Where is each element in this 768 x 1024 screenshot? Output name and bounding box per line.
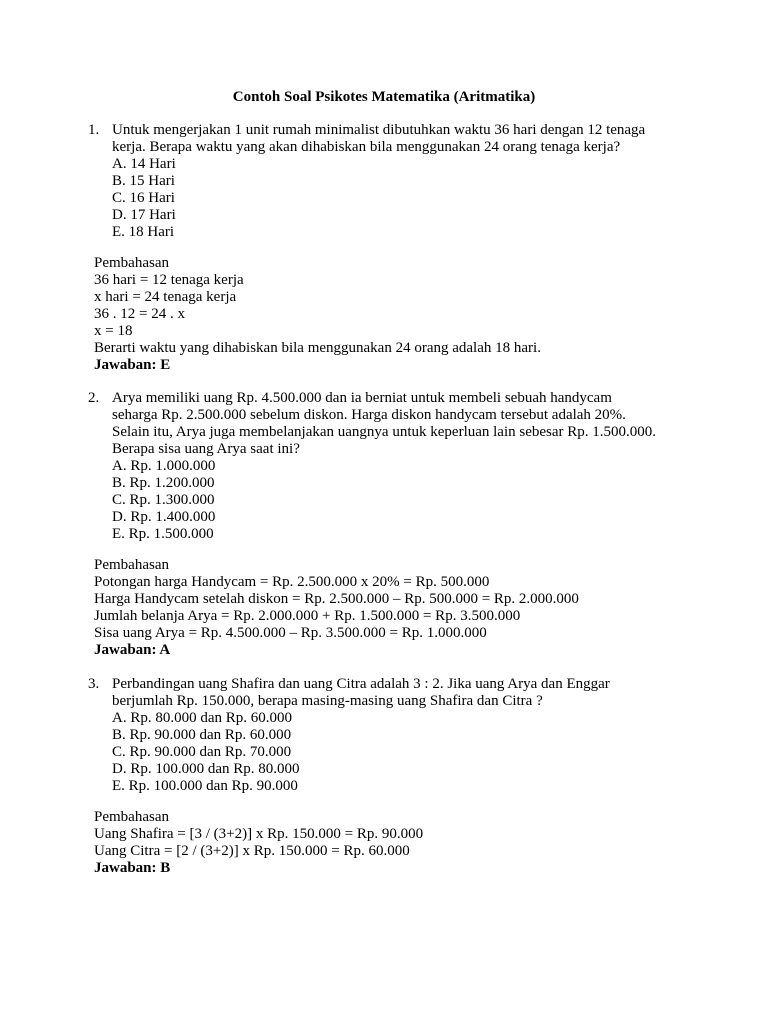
question-text-line: Arya memiliki uang Rp. 4.500.000 dan ia berniat untuk membeli sebuah handycam [112, 390, 612, 406]
discussion-line: Jumlah belanja Arya = Rp. 2.000.000 + Rp. 1.500.000 = Rp. 3.500.000 [94, 608, 521, 624]
discussion-label: Pembahasan [94, 557, 169, 573]
question-text-line: Perbandingan uang Shafira dan uang Citra adalah 3 : 2. Jika uang Arya dan Enggar [112, 676, 610, 692]
discussion-2 [94, 557, 694, 659]
option-b: B. Rp. 90.000 dan Rp. 60.000 [112, 727, 292, 743]
question-text-line: Untuk mengerjakan 1 unit rumah minimalist dibutuhkan waktu 36 hari dengan 12 tenaga [112, 122, 646, 138]
answer-label: Jawaban: A [94, 642, 171, 658]
discussion-line: x hari = 24 tenaga kerja [94, 289, 237, 305]
answer-label: Jawaban: B [94, 860, 171, 876]
discussion-1 [94, 255, 694, 374]
question-text-line: Berapa sisa uang Arya saat ini? [112, 441, 300, 457]
option-c: C. 16 Hari [112, 190, 175, 206]
question-text-line: kerja. Berapa waktu yang akan dihabiskan bila menggunakan 24 orang tenaga kerja? [112, 139, 621, 155]
question-1 [88, 122, 688, 241]
question-number: 3. [88, 676, 100, 692]
question-text-line: berjumlah Rp. 150.000, berapa masing-masing uang Shafira dan Citra ? [112, 693, 543, 709]
discussion-label: Pembahasan [94, 809, 169, 825]
discussion-line: x = 18 [94, 323, 133, 339]
discussion-line: Sisa uang Arya = Rp. 4.500.000 – Rp. 3.500.000 = Rp. 1.000.000 [94, 625, 487, 641]
discussion-3 [94, 809, 694, 877]
question-text-line: Selain itu, Arya juga membelanjakan uangnya untuk keperluan lain sebesar Rp. 1.500.000. [112, 424, 657, 440]
discussion-label: Pembahasan [94, 255, 169, 271]
question-number: 1. [88, 122, 100, 138]
document-title: Contoh Soal Psikotes Matematika (Aritmatika) [232, 89, 536, 105]
discussion-line: Potongan harga Handycam = Rp. 2.500.000 x 20% = Rp. 500.000 [94, 574, 490, 590]
question-number: 2. [88, 390, 100, 406]
option-a: A. Rp. 80.000 dan Rp. 60.000 [112, 710, 292, 726]
option-c: C. Rp. 1.300.000 [112, 492, 215, 508]
discussion-line: Uang Citra = [2 / (3+2)] x Rp. 150.000 = Rp. 60.000 [94, 843, 410, 859]
discussion-line: Uang Shafira = [3 / (3+2)] x Rp. 150.000 = Rp. 90.000 [94, 826, 424, 842]
option-b: B. 15 Hari [112, 173, 175, 189]
discussion-line: 36 . 12 = 24 . x [94, 306, 185, 322]
option-d: D. Rp. 1.400.000 [112, 509, 216, 525]
question-text-line: seharga Rp. 2.500.000 sebelum diskon. Harga diskon handycam tersebut adalah 20%. [112, 407, 626, 423]
question-2 [88, 390, 688, 543]
option-a: A. 14 Hari [112, 156, 176, 172]
option-e: E. 18 Hari [112, 224, 175, 240]
option-d: D. Rp. 100.000 dan Rp. 80.000 [112, 761, 300, 777]
option-e: E. Rp. 100.000 dan Rp. 90.000 [112, 778, 298, 794]
option-c: C. Rp. 90.000 dan Rp. 70.000 [112, 744, 292, 760]
option-b: B. Rp. 1.200.000 [112, 475, 215, 491]
answer-label: Jawaban: E [94, 357, 171, 373]
discussion-line: 36 hari = 12 tenaga kerja [94, 272, 244, 288]
option-d: D. 17 Hari [112, 207, 176, 223]
question-3 [88, 676, 688, 795]
option-e: E. Rp. 1.500.000 [112, 526, 214, 542]
discussion-line: Harga Handycam setelah diskon = Rp. 2.500.000 – Rp. 500.000 = Rp. 2.000.000 [94, 591, 579, 607]
discussion-line: Berarti waktu yang dihabiskan bila menggunakan 24 orang adalah 18 hari. [94, 340, 541, 356]
option-a: A. Rp. 1.000.000 [112, 458, 216, 474]
